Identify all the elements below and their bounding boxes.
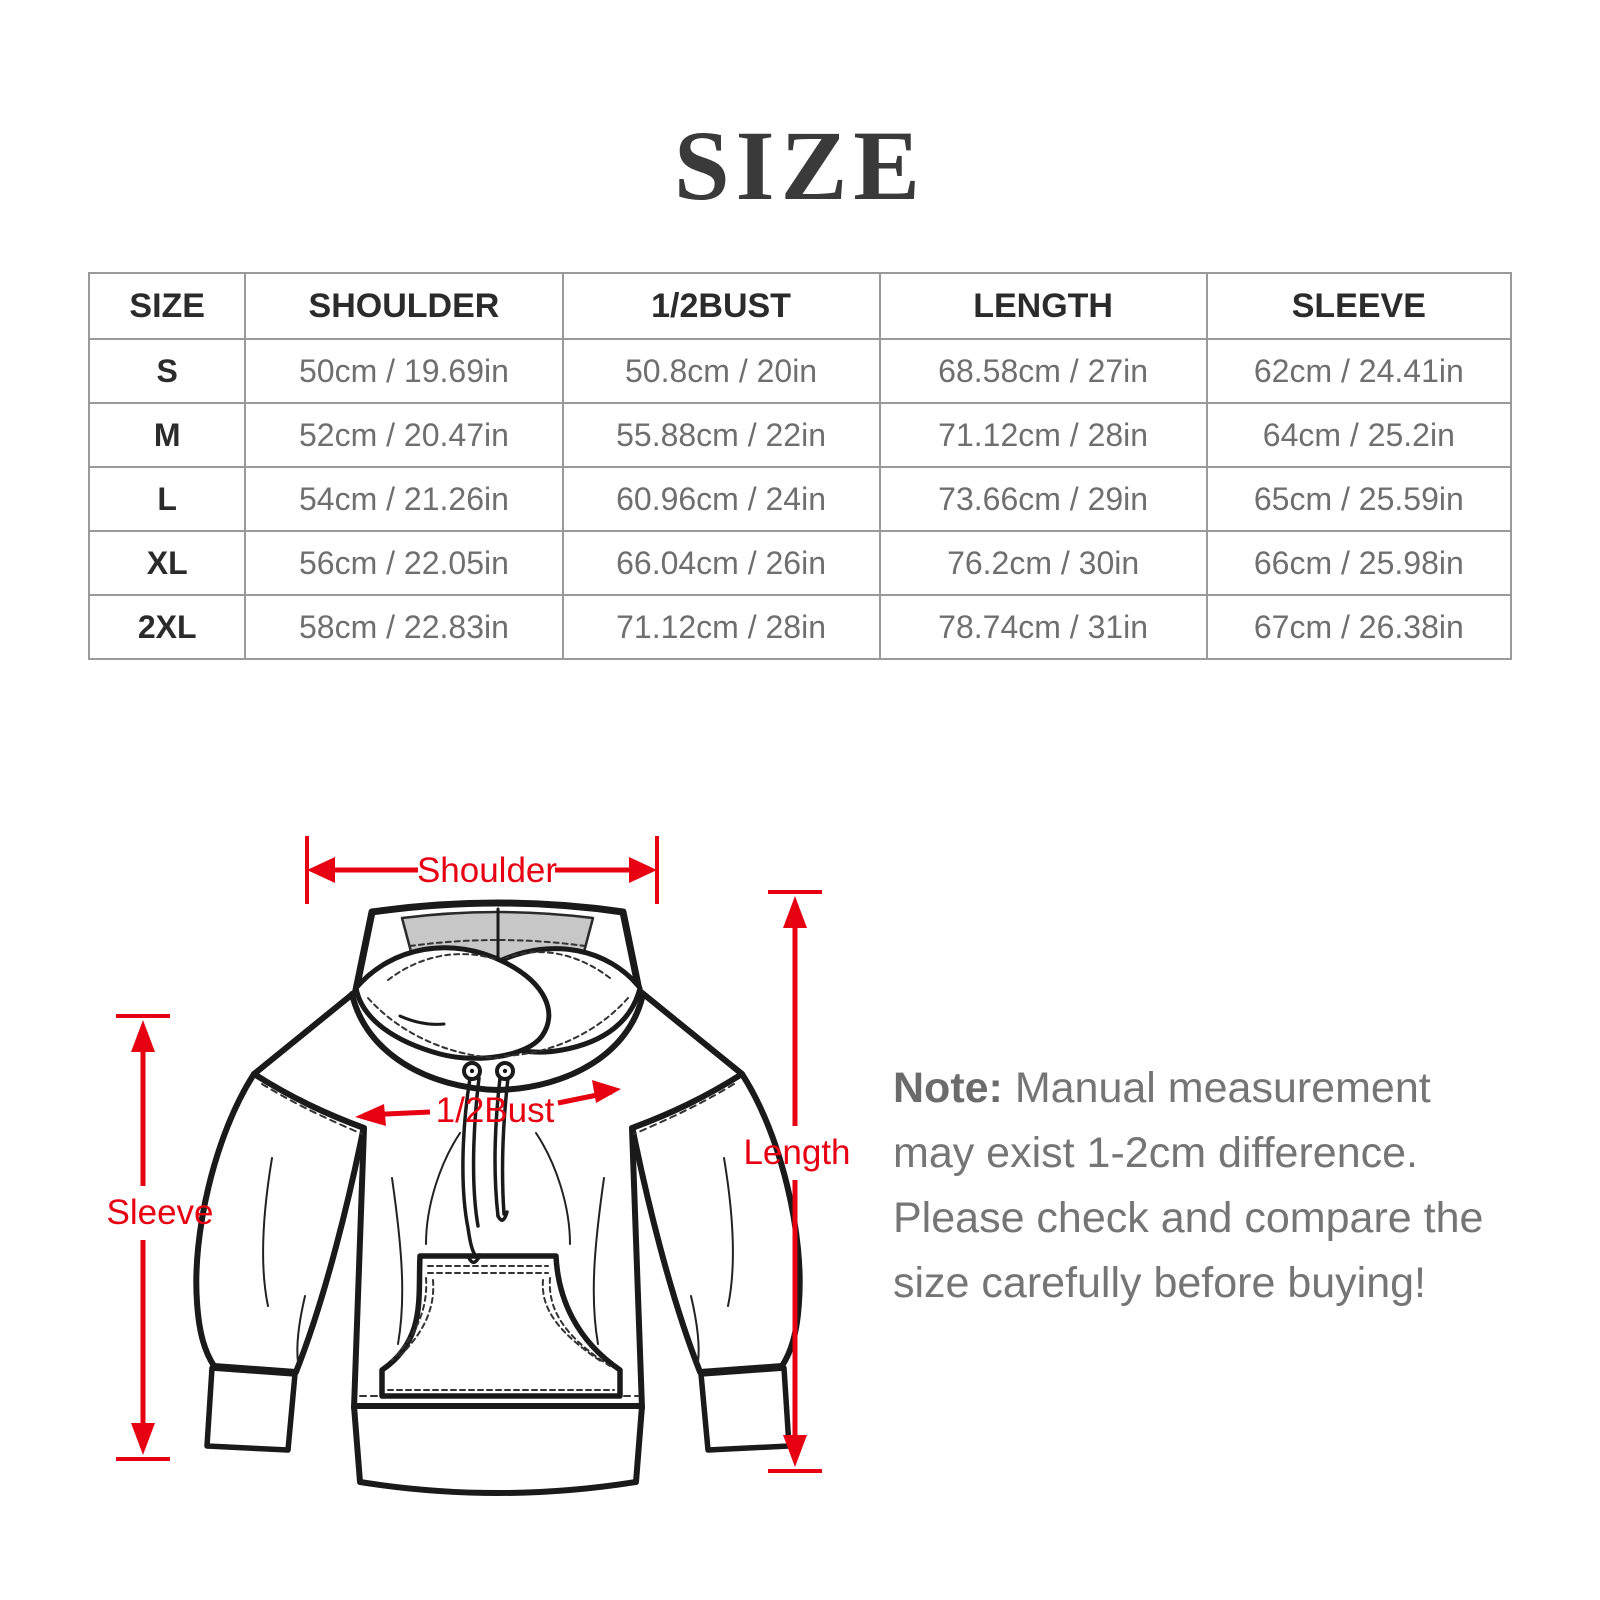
shoulder-l: 54cm / 21.26in xyxy=(245,467,562,531)
length-s: 68.58cm / 27in xyxy=(880,339,1207,403)
table-row xyxy=(89,339,1511,403)
hoodie-measurement-diagram xyxy=(100,828,860,1523)
col-header-length: LENGTH xyxy=(880,273,1207,339)
size-xl: XL xyxy=(89,531,245,595)
size-s: S xyxy=(89,339,245,403)
page-title: SIZE xyxy=(674,110,926,221)
size-m: M xyxy=(89,403,245,467)
length-arrow-label: Length xyxy=(743,1133,851,1172)
note-label: Note: xyxy=(893,1064,1003,1112)
bust-m: 55.88cm / 22in xyxy=(563,403,880,467)
shoulder-m: 52cm / 20.47in xyxy=(245,403,562,467)
length-m: 71.12cm / 28in xyxy=(880,403,1207,467)
col-header-size: SIZE xyxy=(89,273,245,339)
table-row xyxy=(89,595,1511,659)
sleeve-xl: 66cm / 25.98in xyxy=(1207,531,1511,595)
bust-s: 50.8cm / 20in xyxy=(563,339,880,403)
hem-band xyxy=(354,1406,642,1493)
sleeve-arrow xyxy=(116,1016,170,1459)
bust-l: 60.96cm / 24in xyxy=(563,467,880,531)
col-header-sleeve: SLEEVE xyxy=(1207,273,1511,339)
size-table xyxy=(88,272,1512,660)
length-l: 73.66cm / 29in xyxy=(880,467,1207,531)
size-2xl: 2XL xyxy=(89,595,245,659)
length-xl: 76.2cm / 30in xyxy=(880,531,1207,595)
right-cuff xyxy=(701,1368,789,1450)
shoulder-s: 50cm / 19.69in xyxy=(245,339,562,403)
table-row xyxy=(89,403,1511,467)
note-body: Manual measurement may exist 1-2cm difference. Please check and compare the size carefully before buying! xyxy=(893,1064,1484,1307)
shoulder-2xl: 58cm / 22.83in xyxy=(245,595,562,659)
table-header-row xyxy=(89,273,1511,339)
sleeve-s: 62cm / 24.41in xyxy=(1207,339,1511,403)
length-2xl: 78.74cm / 31in xyxy=(880,595,1207,659)
table-row xyxy=(89,467,1511,531)
col-header-bust: 1/2BUST xyxy=(563,273,880,339)
sleeve-arrow-label: Sleeve xyxy=(106,1193,214,1232)
table-row xyxy=(89,531,1511,595)
size-l: L xyxy=(89,467,245,531)
bust-arrow-label: 1/2Bust xyxy=(435,1091,555,1130)
sleeve-2xl: 67cm / 26.38in xyxy=(1207,595,1511,659)
left-cuff xyxy=(207,1368,295,1450)
hoodie-technical-drawing xyxy=(100,828,860,1523)
sleeve-m: 64cm / 25.2in xyxy=(1207,403,1511,467)
shoulder-arrow-label: Shoulder xyxy=(416,851,558,890)
col-header-shoulder: SHOULDER xyxy=(245,273,562,339)
bust-xl: 66.04cm / 26in xyxy=(563,531,880,595)
sleeve-l: 65cm / 25.59in xyxy=(1207,467,1511,531)
note-text xyxy=(893,1056,1493,1316)
bust-2xl: 71.12cm / 28in xyxy=(563,595,880,659)
shoulder-xl: 56cm / 22.05in xyxy=(245,531,562,595)
